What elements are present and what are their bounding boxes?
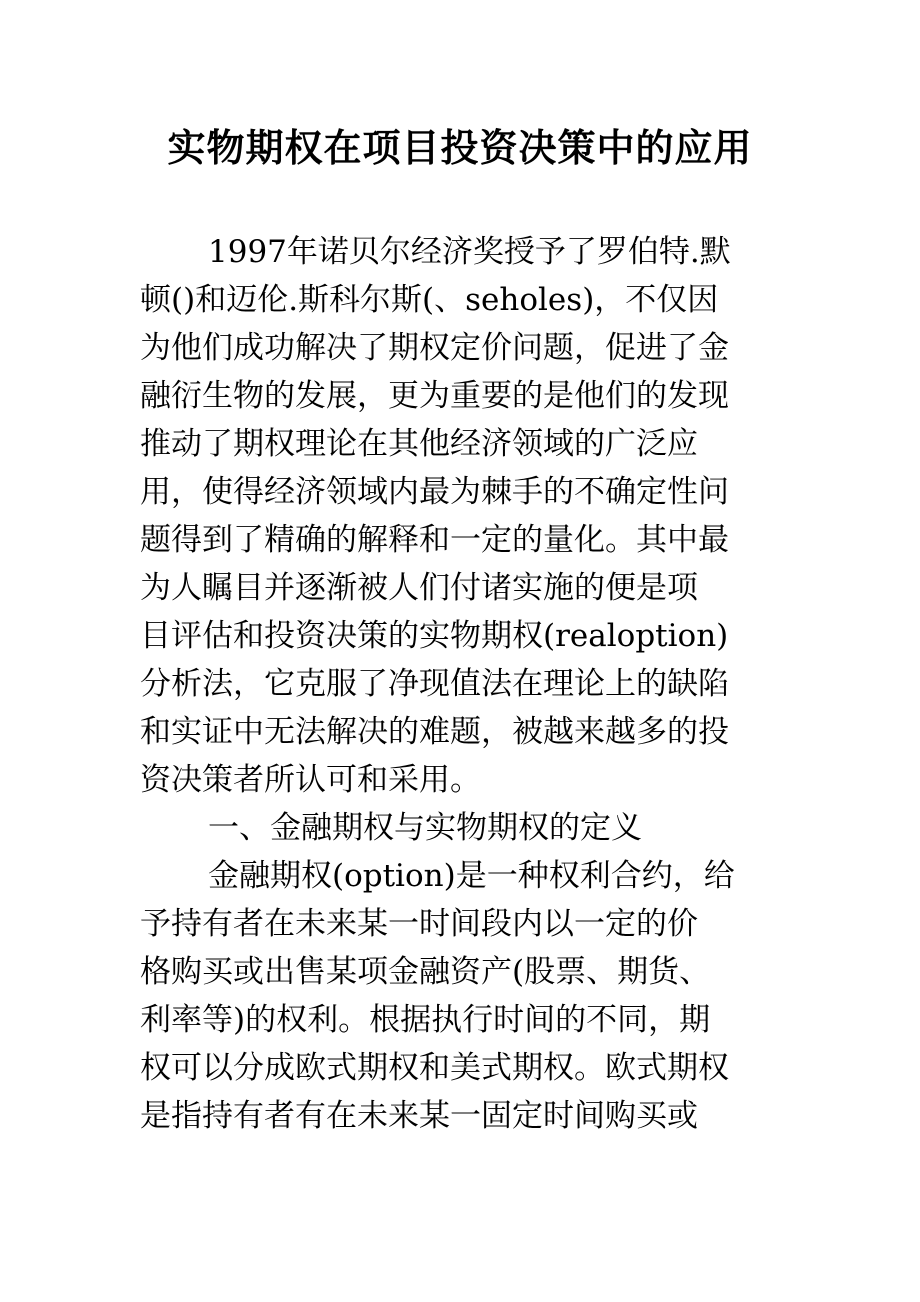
section-heading: 一、金融期权与实物期权的定义 [208, 810, 642, 846]
body-line: 是指持有者有在未来某一固定时间购买或 [140, 1098, 698, 1134]
document-body [140, 228, 796, 1140]
body-line: 格购买或出售某项金融资产(股票、期货、 [140, 954, 711, 990]
body-line: 资决策者所认可和采用。 [140, 762, 481, 798]
document-title: 实物期权在项目投资决策中的应用 [167, 125, 753, 170]
body-line: 融衍生物的发展，更为重要的是他们的发现 [140, 378, 729, 414]
body-line: 权可以分成欧式期权和美式期权。欧式期权 [140, 1050, 729, 1086]
body-line: 金融期权(option)是一种权利合约，给 [208, 858, 735, 894]
body-line: 予持有者在未来某一时间段内以一定的价 [140, 906, 698, 942]
body-line: 为他们成功解决了期权定价问题，促进了金 [140, 330, 729, 366]
body-line: 题得到了精确的解释和一定的量化。其中最 [140, 522, 729, 558]
body-line: 利率等)的权利。根据执行时间的不同，期 [140, 1002, 711, 1038]
body-line: 推动了期权理论在其他经济领域的广泛应 [140, 426, 698, 462]
body-line: 1997年诺贝尔经济奖授予了罗伯特.默 [208, 234, 731, 270]
body-line: 目评估和投资决策的实物期权(realoption) [140, 618, 729, 654]
body-line: 和实证中无法解决的难题，被越来越多的投 [140, 714, 729, 750]
body-line: 分析法，它克服了净现值法在理论上的缺陷 [140, 666, 729, 702]
body-line: 顿()和迈伦.斯科尔斯(、seholes)，不仅因 [140, 282, 719, 318]
body-line: 为人瞩目并逐渐被人们付诸实施的便是项 [140, 570, 698, 606]
body-line: 用，使得经济领域内最为棘手的不确定性问 [140, 474, 729, 510]
